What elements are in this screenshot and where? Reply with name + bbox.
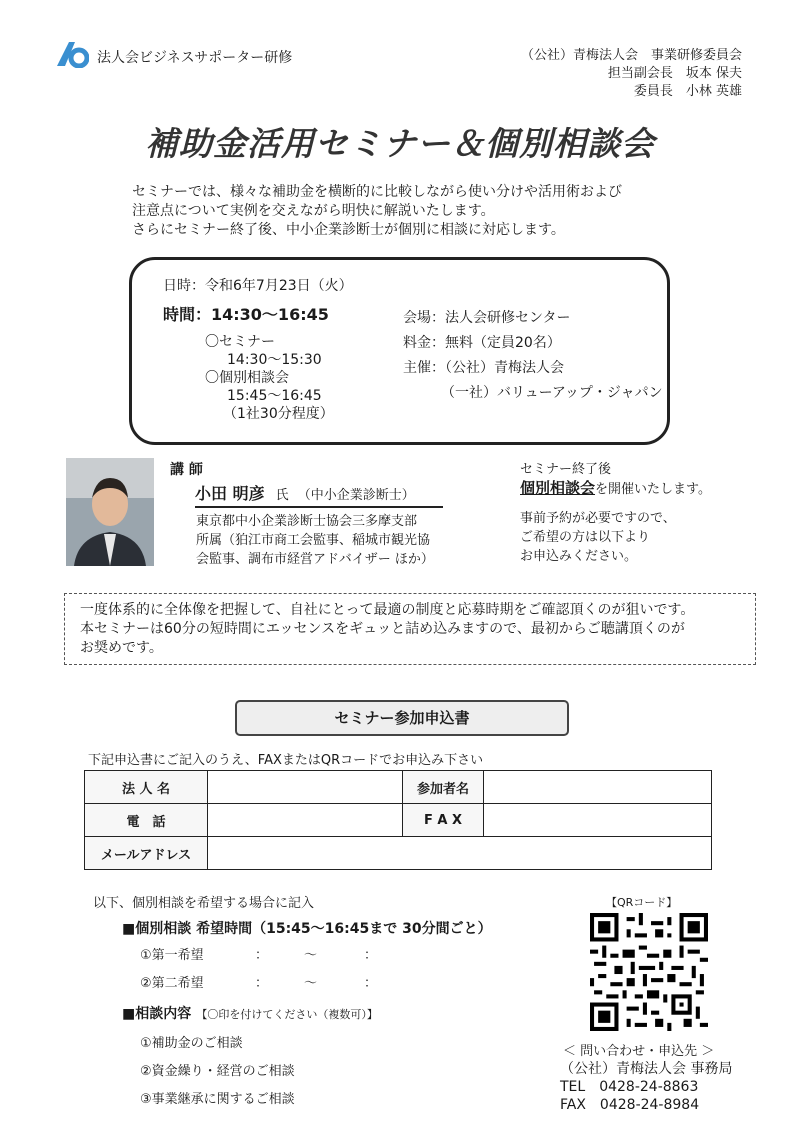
topic-item[interactable]: ①補助金のご相談 <box>140 1036 243 1051</box>
organizer-line: （公社）青梅法人会 事業研修委員会 <box>520 48 742 63</box>
company-label: 法 人 名 <box>85 771 208 804</box>
participant-label: 参加者名 <box>403 771 484 804</box>
event-date: 日時：令和6年7月23日（火） <box>163 278 353 294</box>
qr-label: 【QRコード】 <box>606 896 678 909</box>
choice2-end-colon[interactable]: ： <box>364 976 378 991</box>
contact-block <box>560 1060 732 1114</box>
contact-tel[interactable]: TEL 0428-24-8863 <box>560 1079 699 1095</box>
lecturer-bio <box>196 512 434 569</box>
organizer-block <box>422 47 742 101</box>
venue: 会場：法人会研修センター <box>403 310 571 326</box>
content-heading: ■相談内容 <box>122 1006 192 1022</box>
bio-line: 東京都中小企業診断士協会三多摩支部 <box>196 514 418 529</box>
event-time: 時間：14:30～16:45 <box>163 305 329 324</box>
intro-line: 注意点について実例を交えながら明快に解説いたします。 <box>132 203 495 219</box>
lecturer-name: 小田 明彦 <box>195 484 265 503</box>
content-heading-row <box>122 1003 378 1023</box>
brand-name: 法人会ビジネスサポーター研修 <box>97 50 293 66</box>
consult-info-line: を開催いたします。 <box>595 482 711 497</box>
choice2-start-colon[interactable]: ： <box>255 976 269 991</box>
topic-item[interactable]: ③事業継承に関するご相談 <box>140 1092 295 1107</box>
page-title: 補助金活用セミナー＆個別相談会 <box>145 124 655 163</box>
consult-info-line: お申込みください。 <box>520 549 638 564</box>
logo-icon <box>55 40 89 68</box>
consult-label: 〇個別相談会 <box>205 370 289 386</box>
bio-line: 所属（狛江市商工会監事、稲城市観光協 <box>196 533 431 548</box>
participant-field[interactable] <box>484 771 712 804</box>
consult-info-line: セミナー終了後 <box>520 462 612 477</box>
vice-chair: 担当副会長 坂本 保夫 <box>607 66 742 81</box>
consult-form-intro: 以下、個別相談を希望する場合に記入 <box>93 896 315 911</box>
lecturer-name-line <box>195 481 443 508</box>
choice2-label: ②第二希望 <box>140 976 204 991</box>
consult-highlight: 個別相談会 <box>520 479 596 497</box>
consult-topics <box>140 1030 295 1114</box>
choice1-tilde: ～ <box>304 948 318 963</box>
lecturer-heading: 講 師 <box>170 462 203 478</box>
phone-label: 電 話 <box>85 804 208 837</box>
lecturer-photo <box>66 458 154 566</box>
contact-heading: ＜ 問い合わせ・申込先 ＞ <box>563 1044 715 1059</box>
notice-text <box>80 601 694 658</box>
committee-chair: 委員長 小林 英雄 <box>633 84 742 99</box>
form-heading: セミナー参加申込書 <box>235 700 569 736</box>
fax-label: F A X <box>403 804 484 837</box>
venue-info <box>403 306 663 406</box>
contact-fax: FAX 0428-24-8984 <box>560 1097 700 1113</box>
intro-line: さらにセミナー終了後、中小企業診断士が個別に相談に対応します。 <box>132 222 565 238</box>
choice2-tilde: ～ <box>304 976 318 991</box>
consult-time: 15:45～16:45 <box>227 388 322 404</box>
choice1-start-colon[interactable]: ： <box>255 948 269 963</box>
fax-field[interactable] <box>484 804 712 837</box>
schedule <box>205 333 334 423</box>
consult-note: （1社30分程度） <box>223 406 334 422</box>
choice1-end-colon[interactable]: ： <box>364 948 378 963</box>
notice-line: 本セミナーは60分の短時間にエッセンスをギュッと詰め込みますので、最初からご聴講頂くのが <box>80 621 685 637</box>
qr-code[interactable] <box>590 913 708 1031</box>
form-instruction: 下記申込書にご記入のうえ、FAXまたはQRコードでお申込み下さい <box>88 753 484 768</box>
seminar-time: 14:30～15:30 <box>227 352 322 368</box>
consult-info-line: 事前予約が必要ですので、 <box>520 511 676 526</box>
bio-line: 会監事、調布市経営アドバイザー ほか） <box>196 552 434 567</box>
company-field[interactable] <box>208 771 403 804</box>
notice-line: 一度体系的に全体像を把握して、自社にとって最適の制度と応募時期をご確認頂くのが狙いです。 <box>80 602 695 618</box>
contact-org: （公社）青梅法人会 事務局 <box>560 1061 733 1077</box>
fee: 料金：無料（定員20名） <box>403 335 561 351</box>
phone-field[interactable] <box>208 804 403 837</box>
intro-text <box>132 183 622 240</box>
application-form <box>84 770 712 870</box>
choice1-label: ①第一希望 <box>140 948 204 963</box>
host: 主催：（公社）青梅法人会 <box>403 360 564 376</box>
topic-item[interactable]: ②資金繰り・経営のご相談 <box>140 1064 295 1079</box>
email-field[interactable] <box>208 837 712 870</box>
consult-info-line: ご希望の方は以下より <box>520 530 651 545</box>
seminar-label: 〇セミナー <box>205 334 275 350</box>
email-label: メールアドレス <box>85 837 208 870</box>
notice-line: お奨めです。 <box>80 640 163 656</box>
lecturer-title: （中小企業診断士） <box>297 488 415 503</box>
co-host: （一社）バリューアップ・ジャパン <box>441 385 663 401</box>
time-heading: ■個別相談 希望時間（15:45～16:45まで 30分間ごと） <box>122 921 492 937</box>
content-note: 【〇印を付けてください（複数可）】 <box>196 1008 378 1021</box>
consult-info <box>520 460 711 566</box>
lecturer-honorific: 氏 <box>275 488 289 503</box>
intro-line: セミナーでは、様々な補助金を横断的に比較しながら使い分けや活用術および <box>132 184 622 200</box>
